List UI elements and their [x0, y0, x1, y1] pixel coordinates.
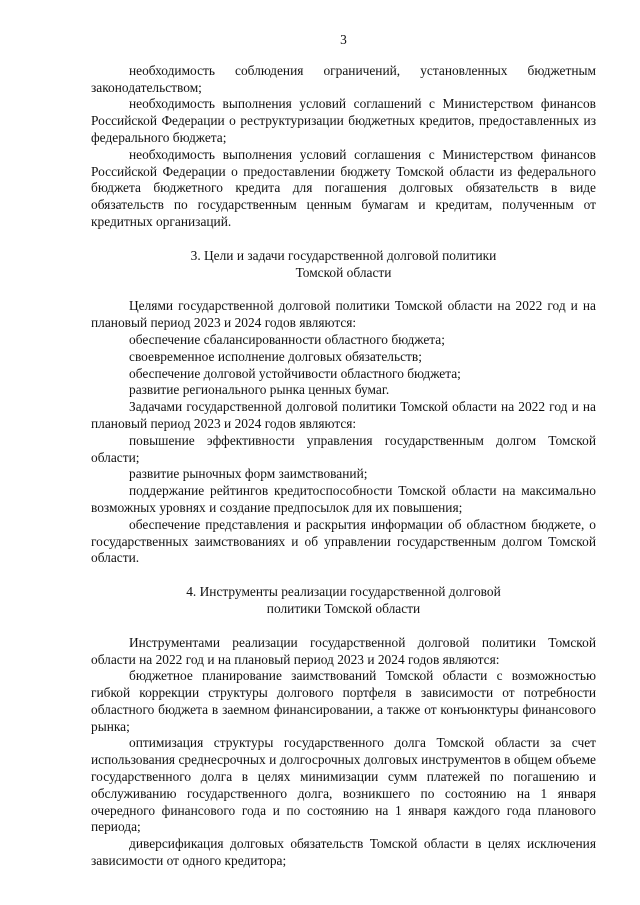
list-item: диверсификация долговых обязательств Томской области в целях исключения зависимости от одного кредитора; [91, 836, 596, 869]
section-3-body [91, 298, 596, 567]
section-heading-line: 4. Инструменты реализации государственной долговой [186, 584, 501, 600]
paragraph: Целями государственной долговой политики Томской области на 2022 год и на плановый период 2023 и 2024 годов являются: [91, 298, 596, 331]
paragraph: необходимость выполнения условий соглашений с Министерством финансов Российской Федерации о реструктуризации бюджетных кредитов, предоставленных из федерального бюджета; [91, 96, 596, 145]
intro-block [91, 63, 596, 231]
list-item: обеспечение представления и раскрытия информации об областном бюджете, о государственных заимствованиях и об управлении государственным долгом Томской области. [91, 516, 596, 566]
list-item: развитие рыночных форм заимствований; [129, 466, 368, 482]
paragraph: необходимость соблюдения ограничений, установленных бюджетным законодательством; [91, 62, 596, 95]
section-heading-line: Томской области [295, 264, 392, 280]
page-number: 3 [340, 32, 347, 47]
section-4-heading [91, 584, 596, 618]
list-item: поддержание рейтингов кредитоспособности Томской области на максимально возможных уровнях и создание предпосылок для их повышения; [91, 483, 596, 515]
section-4-body [91, 635, 596, 870]
section-heading-line: 3. Цели и задачи государственной долговой политики [190, 247, 497, 263]
section-heading-line: политики Томской области [266, 600, 421, 616]
list-item: обеспечение сбалансированности областного бюджета; [129, 331, 445, 347]
list-item: оптимизация структуры государственного долга Томской области за счет использования среднесрочных и долгосрочных долговых инструментов в общем объеме государственного долга в целях минимизации сумм платежей по погашению и обслуживанию государственного долга, возникшего по состоянию на 1 января очередного финансового года и по состоянию на 1 января каждого года планового периода; [91, 735, 596, 835]
paragraph: необходимость выполнения условий соглашения с Министерством финансов Российской Федерации о предоставлении бюджету Томской области из федерального бюджета бюджетного кредита для погашения долговых обязательств в виде обязательств по государственным ценным бумагам и кредитам, полученным от кредитных организаций. [91, 146, 596, 229]
list-item: обеспечение долговой устойчивости областного бюджета; [129, 365, 461, 381]
list-item: развитие регионального рынка ценных бумаг. [129, 382, 390, 398]
list-item: бюджетное планирование заимствований Томской области с возможностью гибкой коррекции структуры долгового портфеля в зависимости от потребности областного бюджета в заемном финансировании, а также от конъюнктуры финансового рынка; [91, 668, 596, 734]
paragraph: Задачами государственной долговой политики Томской области на 2022 год и на плановый период 2023 и 2024 годов являются: [91, 399, 596, 431]
list-item: повышение эффективности управления государственным долгом Томской области; [91, 432, 596, 465]
document-page [91, 32, 596, 870]
paragraph: Инструментами реализации государственной долговой политики Томской области на 2022 год и на плановый период 2023 и 2024 годов являются: [91, 634, 596, 667]
list-item: своевременное исполнение долговых обязательств; [129, 348, 422, 364]
section-3-heading [91, 248, 596, 282]
